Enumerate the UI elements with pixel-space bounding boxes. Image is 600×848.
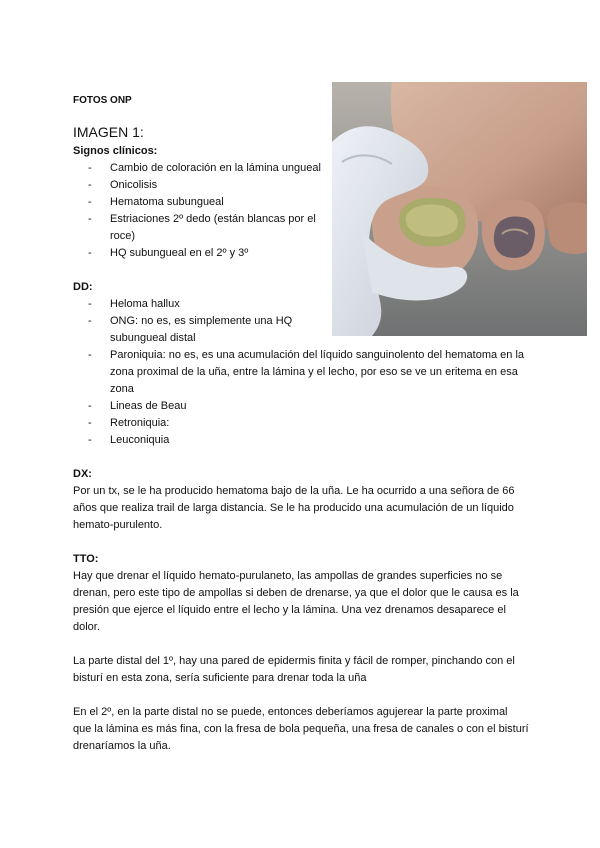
tto-line: que la lámina es más fina, con la fresa de bola pequeña, una fresa de canales o con el bisturí bbox=[73, 723, 529, 735]
tto-line: bisturí en esta zona, sería suficiente para drenar toda la uña bbox=[73, 672, 367, 684]
tto-line: drenan, pero este tipo de ampollas si deben de drenarse, ya que el dolor que le causa es la bbox=[73, 587, 519, 599]
tto-heading: TTO: bbox=[73, 553, 99, 565]
tto-line: drenaríamos la uña. bbox=[73, 740, 171, 752]
dx-line: hemato-purulento. bbox=[73, 519, 163, 531]
doc-title: FOTOS ONP bbox=[73, 95, 132, 106]
dx-line: años que realiza trail de larga distancia. Se le ha producido una acumulación de un líquido bbox=[73, 502, 514, 514]
tto-line: Hay que drenar el líquido hemato-purulaneto, las ampollas de grandes superficies no se bbox=[73, 570, 503, 582]
clinical-photo bbox=[332, 82, 587, 336]
tto-line: dolor. bbox=[73, 621, 100, 633]
document-page: FOTOS ONP IMAGEN 1: Signos clínicos: - Cambio de coloración en la lámina ungueal - Onicolisis - Hematoma subungueal - Estriaciones 2º dedo (están blancas por el roce) - HQ subungueal en el 2º y 3º DD: - Heloma hallux - ONG: no es, es simplemente una HQ subungueal distal - Paroniquia: no es, es una acumulación del líquido sanguinolento del hematoma en la zona proximal de la uña, entre la lámina y el lecho, por eso se ve un eritema en esa zona - Lineas de Beau - Retroniquia: - Leuconiquia DX: Por un tx, se le ha producido hematoma bajo de la uña. Le ha ocurrido a una señora de 66 años que realiza trail de larga distancia. Se le ha producido una acumulación de un líquido hemato-purulento. TTO: Hay que drenar el líquido hemato-purulaneto, las ampollas de grandes superficies no se drenan, pero este tipo de ampollas si deben de drenarse, ya que el dolor que le causa es la presión que ejerce el líquido entre el lecho y la lámina. Una vez drenamos desaparece el dolor. La parte distal del 1º, hay una pared de epidermis finita y fácil de romper, pinchando con el bisturí en esta zona, sería suficiente para drenar toda la uña En el 2º, en la parte distal no se puede, entonces deberíamos agujerear la parte proximal que la lámina es más fina, con la fresa de bola pequeña, una fresa de canales o con el bisturí drenaríamos la uña. bbox=[0, 0, 600, 848]
tto-line: La parte distal del 1º, hay una pared de epidermis finita y fácil de romper, pinchando con el bbox=[73, 655, 515, 667]
dx-heading: DX: bbox=[73, 468, 92, 480]
dx-line: Por un tx, se le ha producido hematoma bajo de la uña. Le ha ocurrido a una señora de 66 bbox=[73, 485, 515, 497]
tto-line: presión que ejerce el líquido entre el lecho y la lámina. Una vez drenamos desaparece el bbox=[73, 604, 506, 616]
signs-heading: Signos clínicos: bbox=[73, 145, 158, 157]
image-heading: IMAGEN 1: bbox=[73, 124, 144, 140]
tto-line: En el 2º, en la parte distal no se puede, entonces deberíamos agujerear la parte proximal bbox=[73, 706, 508, 718]
dd-heading: DD: bbox=[73, 281, 93, 293]
